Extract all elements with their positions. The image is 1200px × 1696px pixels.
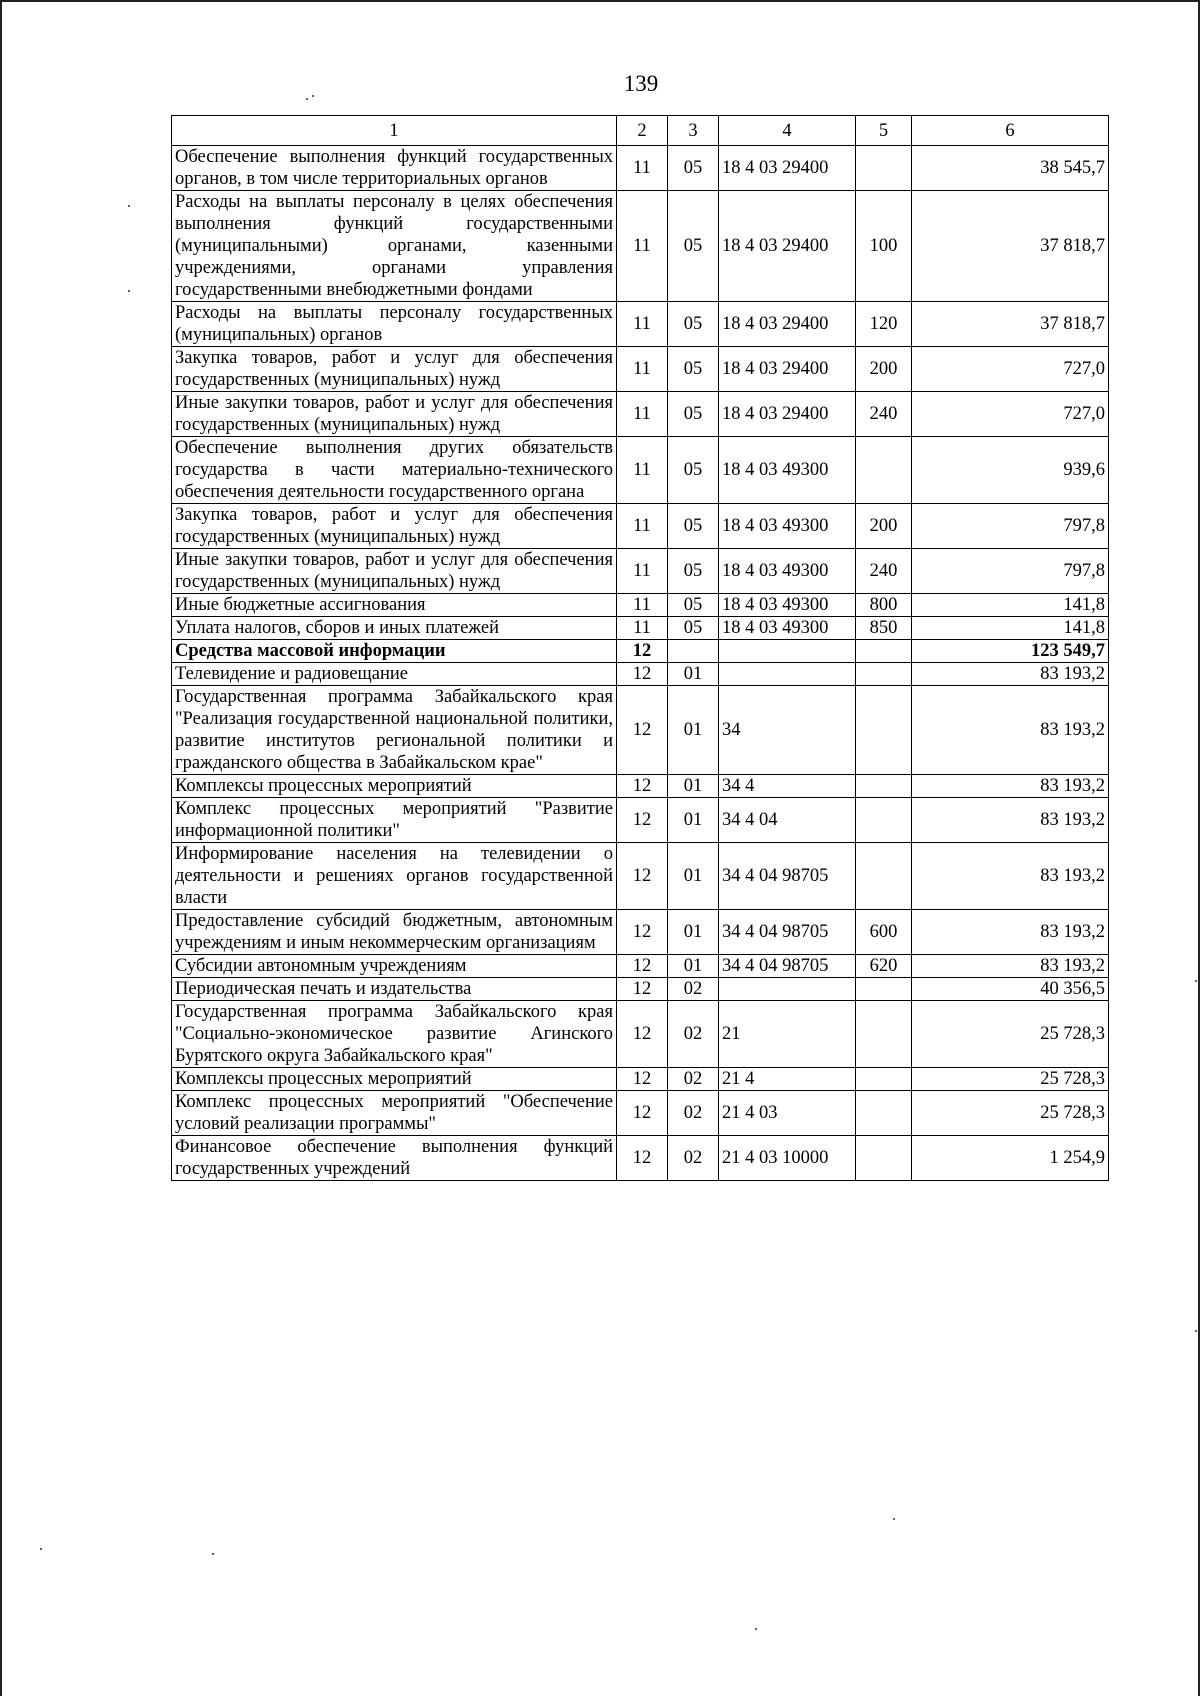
table-row [172, 437, 1109, 504]
cell-name: Комплексы процессных мероприятий [172, 1068, 617, 1091]
cell-name: Государственная программа Забайкальского края "Реализация государственной национальной политики, развитие институтов региональной политики и гражданского общества в Забайкальском крае" [172, 686, 617, 775]
table-row [172, 1091, 1109, 1136]
cell-subsection: 02 [668, 1068, 719, 1091]
column-header-5: 5 [856, 116, 912, 146]
scan-speck [1195, 980, 1197, 982]
cell-section: 11 [617, 549, 668, 594]
cell-amount: 83 193,2 [912, 775, 1109, 798]
scan-speck [893, 1518, 895, 1520]
table-row [172, 617, 1109, 640]
cell-target-article: 18 4 03 29400 [719, 392, 856, 437]
cell-target-article: 34 4 04 [719, 798, 856, 843]
cell-name: Расходы на выплаты персоналу в целях обеспечения выполнения функций государственными (муниципальными) органами, казенными учреждениями, органами управления государственными внебюджетными фондами [172, 191, 617, 302]
cell-subsection: 05 [668, 504, 719, 549]
cell-amount: 83 193,2 [912, 798, 1109, 843]
scan-speck [128, 205, 130, 207]
cell-expense-type: 100 [856, 191, 912, 302]
table-row [172, 798, 1109, 843]
cell-subsection: 05 [668, 191, 719, 302]
cell-amount: 40 356,5 [912, 978, 1109, 1001]
cell-name: Предоставление субсидий бюджетным, автономным учреждениям и иным некоммерческим организациям [172, 910, 617, 955]
cell-target-article: 21 [719, 1001, 856, 1068]
cell-amount: 83 193,2 [912, 843, 1109, 910]
cell-amount: 1 254,9 [912, 1136, 1109, 1181]
cell-name: Финансовое обеспечение выполнения функций государственных учреждений [172, 1136, 617, 1181]
cell-section: 12 [617, 978, 668, 1001]
table-row [172, 392, 1109, 437]
cell-expense-type [856, 798, 912, 843]
scan-speck [40, 1548, 42, 1550]
cell-amount: 83 193,2 [912, 910, 1109, 955]
cell-expense-type: 240 [856, 392, 912, 437]
cell-expense-type: 120 [856, 302, 912, 347]
table-row [172, 663, 1109, 686]
cell-target-article: 21 4 03 [719, 1091, 856, 1136]
cell-subsection: 05 [668, 146, 719, 191]
scan-border-top [0, 0, 1200, 2]
table-row [172, 146, 1109, 191]
cell-amount: 37 818,7 [912, 302, 1109, 347]
cell-target-article: 21 4 [719, 1068, 856, 1091]
table-row [172, 504, 1109, 549]
table-row [172, 686, 1109, 775]
cell-expense-type [856, 437, 912, 504]
cell-target-article: 34 [719, 686, 856, 775]
cell-subsection: 05 [668, 617, 719, 640]
cell-amount: 939,6 [912, 437, 1109, 504]
cell-amount: 123 549,7 [912, 640, 1109, 663]
cell-expense-type [856, 1001, 912, 1068]
cell-name: Комплекс процессных мероприятий "Развитие информационной политики" [172, 798, 617, 843]
cell-amount: 25 728,3 [912, 1091, 1109, 1136]
table-row [172, 955, 1109, 978]
cell-target-article: 21 4 03 10000 [719, 1136, 856, 1181]
cell-subsection: 05 [668, 437, 719, 504]
cell-amount: 141,8 [912, 594, 1109, 617]
scan-speck [212, 1553, 214, 1555]
cell-subsection: 01 [668, 686, 719, 775]
cell-expense-type [856, 843, 912, 910]
cell-name: Комплексы процессных мероприятий [172, 775, 617, 798]
cell-amount: 727,0 [912, 392, 1109, 437]
cell-section: 11 [617, 392, 668, 437]
cell-target-article: 34 4 04 98705 [719, 843, 856, 910]
cell-amount: 83 193,2 [912, 686, 1109, 775]
cell-section: 12 [617, 1091, 668, 1136]
cell-name: Средства массовой информации [172, 640, 617, 663]
cell-amount: 797,8 [912, 504, 1109, 549]
cell-section: 12 [617, 1001, 668, 1068]
cell-target-article: 18 4 03 49300 [719, 594, 856, 617]
column-header-3: 3 [668, 116, 719, 146]
cell-target-article: 18 4 03 49300 [719, 437, 856, 504]
cell-target-article [719, 640, 856, 663]
cell-amount: 25 728,3 [912, 1001, 1109, 1068]
cell-section: 11 [617, 302, 668, 347]
scan-border-left [0, 0, 2, 1696]
scan-speck [306, 98, 308, 100]
cell-name: Обеспечение выполнения функций государственных органов, в том числе территориальных органов [172, 146, 617, 191]
cell-section: 11 [617, 504, 668, 549]
table-body [172, 146, 1109, 1181]
cell-section: 12 [617, 955, 668, 978]
cell-section: 11 [617, 437, 668, 504]
cell-section: 12 [617, 843, 668, 910]
cell-subsection: 01 [668, 955, 719, 978]
cell-subsection [668, 640, 719, 663]
cell-expense-type [856, 978, 912, 1001]
column-header-2: 2 [617, 116, 668, 146]
cell-name: Комплекс процессных мероприятий "Обеспечение условий реализации программы" [172, 1091, 617, 1136]
cell-name: Иные бюджетные ассигнования [172, 594, 617, 617]
cell-name: Иные закупки товаров, работ и услуг для обеспечения государственных (муниципальных) нужд [172, 392, 617, 437]
table-row [172, 191, 1109, 302]
cell-section: 12 [617, 640, 668, 663]
cell-subsection: 02 [668, 1091, 719, 1136]
cell-amount: 727,0 [912, 347, 1109, 392]
column-header-6: 6 [912, 116, 1109, 146]
cell-target-article: 18 4 03 29400 [719, 191, 856, 302]
cell-target-article [719, 978, 856, 1001]
cell-section: 11 [617, 146, 668, 191]
cell-expense-type: 200 [856, 504, 912, 549]
cell-expense-type: 600 [856, 910, 912, 955]
cell-name: Обеспечение выполнения других обязательств государства в части материально-технического обеспечения деятельности государственного органа [172, 437, 617, 504]
cell-amount: 25 728,3 [912, 1068, 1109, 1091]
cell-subsection: 05 [668, 594, 719, 617]
cell-subsection: 05 [668, 302, 719, 347]
cell-target-article: 18 4 03 29400 [719, 146, 856, 191]
table-row [172, 302, 1109, 347]
cell-subsection: 05 [668, 392, 719, 437]
cell-expense-type: 200 [856, 347, 912, 392]
cell-expense-type: 620 [856, 955, 912, 978]
cell-section: 11 [617, 191, 668, 302]
cell-section: 12 [617, 663, 668, 686]
cell-name: Иные закупки товаров, работ и услуг для обеспечения государственных (муниципальных) нужд [172, 549, 617, 594]
cell-section: 11 [617, 347, 668, 392]
table-row [172, 1136, 1109, 1181]
scan-speck [128, 290, 130, 292]
cell-subsection: 01 [668, 775, 719, 798]
cell-target-article: 34 4 04 98705 [719, 955, 856, 978]
table-row [172, 594, 1109, 617]
cell-target-article: 34 4 04 98705 [719, 910, 856, 955]
cell-expense-type [856, 1136, 912, 1181]
cell-target-article: 18 4 03 29400 [719, 347, 856, 392]
cell-target-article [719, 663, 856, 686]
cell-subsection: 01 [668, 910, 719, 955]
cell-expense-type: 850 [856, 617, 912, 640]
cell-expense-type [856, 663, 912, 686]
cell-name: Телевидение и радиовещание [172, 663, 617, 686]
cell-name: Закупка товаров, работ и услуг для обеспечения государственных (муниципальных) нужд [172, 504, 617, 549]
cell-amount: 38 545,7 [912, 146, 1109, 191]
table-header-row [172, 116, 1109, 146]
cell-target-article: 18 4 03 49300 [719, 504, 856, 549]
cell-subsection: 05 [668, 549, 719, 594]
table-row [172, 910, 1109, 955]
cell-amount: 797,8 [912, 549, 1109, 594]
column-header-1: 1 [172, 116, 617, 146]
cell-expense-type [856, 1068, 912, 1091]
cell-section: 12 [617, 1068, 668, 1091]
cell-expense-type [856, 686, 912, 775]
cell-name: Расходы на выплаты персоналу государственных (муниципальных) органов [172, 302, 617, 347]
budget-table [171, 115, 1109, 1181]
cell-section: 12 [617, 798, 668, 843]
cell-name: Уплата налогов, сборов и иных платежей [172, 617, 617, 640]
cell-expense-type: 240 [856, 549, 912, 594]
cell-name: Закупка товаров, работ и услуг для обеспечения государственных (муниципальных) нужд [172, 347, 617, 392]
cell-expense-type [856, 775, 912, 798]
table-row [172, 347, 1109, 392]
table-row [172, 1001, 1109, 1068]
cell-expense-type [856, 640, 912, 663]
cell-subsection: 02 [668, 1136, 719, 1181]
column-header-4: 4 [719, 116, 856, 146]
cell-target-article: 18 4 03 49300 [719, 617, 856, 640]
cell-expense-type: 800 [856, 594, 912, 617]
cell-section: 12 [617, 686, 668, 775]
cell-target-article: 18 4 03 49300 [719, 549, 856, 594]
cell-section: 11 [617, 594, 668, 617]
scan-speck [1195, 1330, 1197, 1332]
cell-target-article: 34 4 [719, 775, 856, 798]
scan-speck [755, 1628, 757, 1630]
cell-section: 11 [617, 617, 668, 640]
cell-expense-type [856, 146, 912, 191]
cell-amount: 37 818,7 [912, 191, 1109, 302]
cell-subsection: 01 [668, 663, 719, 686]
cell-amount: 83 193,2 [912, 955, 1109, 978]
table-row [172, 775, 1109, 798]
table-row [172, 1068, 1109, 1091]
cell-section: 12 [617, 1136, 668, 1181]
cell-section: 12 [617, 910, 668, 955]
cell-name: Субсидии автономным учреждениям [172, 955, 617, 978]
table-row [172, 640, 1109, 663]
table-row [172, 843, 1109, 910]
cell-section: 12 [617, 775, 668, 798]
cell-name: Периодическая печать и издательства [172, 978, 617, 1001]
cell-expense-type [856, 1091, 912, 1136]
cell-amount: 141,8 [912, 617, 1109, 640]
table-row [172, 549, 1109, 594]
cell-subsection: 02 [668, 978, 719, 1001]
cell-subsection: 01 [668, 843, 719, 910]
cell-subsection: 02 [668, 1001, 719, 1068]
cell-name: Информирование населения на телевидении о деятельности и решениях органов государственной власти [172, 843, 617, 910]
cell-name: Государственная программа Забайкальского края "Социально-экономическое развитие Агинского Бурятского округа Забайкальского края" [172, 1001, 617, 1068]
cell-target-article: 18 4 03 29400 [719, 302, 856, 347]
table-row [172, 978, 1109, 1001]
page-number: 139 [623, 71, 659, 96]
cell-subsection: 01 [668, 798, 719, 843]
cell-amount: 83 193,2 [912, 663, 1109, 686]
cell-subsection: 05 [668, 347, 719, 392]
